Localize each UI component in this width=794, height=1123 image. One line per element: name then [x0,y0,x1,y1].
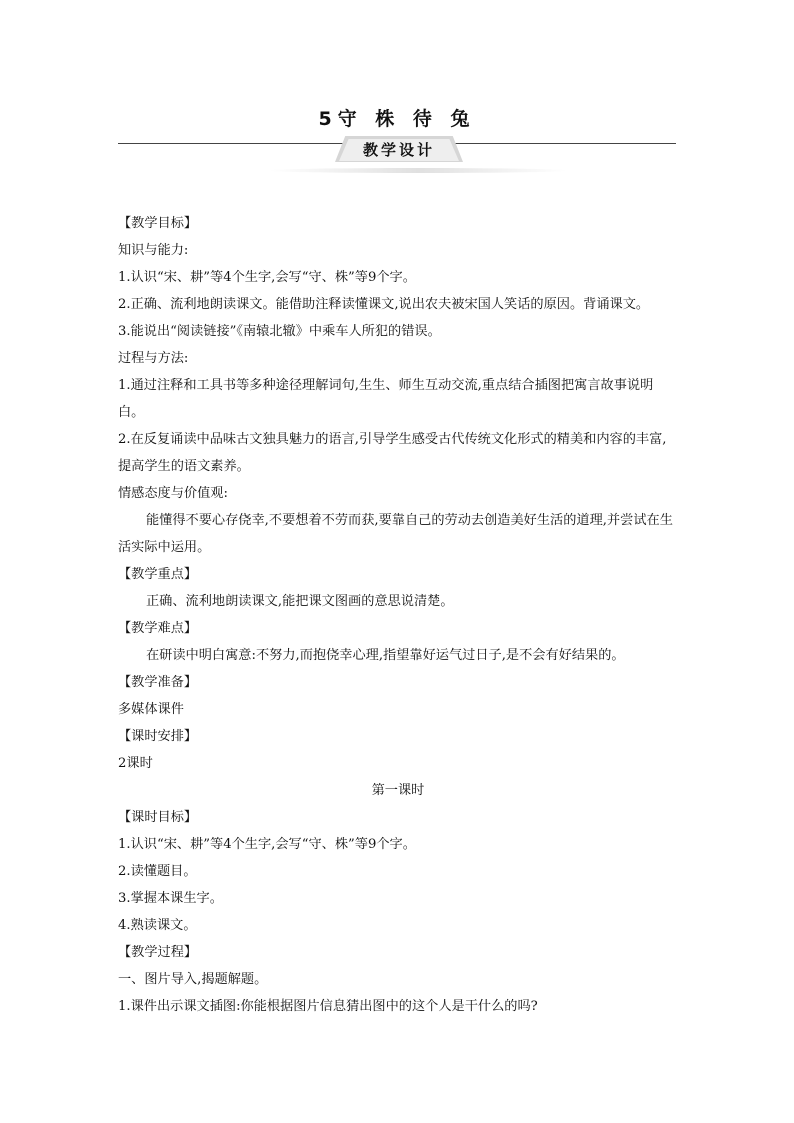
paragraph: 2.在反复诵读中品味古文独具魅力的语言,引导学生感受古代传统文化形式的精美和内容的丰富,提高学生的语文素养。 [118,432,667,474]
paragraph: 2课时 [118,756,153,771]
paragraph: 【课时目标】 [118,810,198,825]
paragraph: 能懂得不要心存侥幸,不要想着不劳而获,要靠自己的劳动去创造美好生活的道理,并尝试在生活实际中运用。 [118,513,673,555]
paragraph: 过程与方法: [118,351,189,366]
paragraph: 2.读懂题目。 [118,864,197,879]
document-body [118,210,678,1020]
paragraph: 第一课时 [371,783,425,798]
paragraph: 3.掌握本课生字。 [118,891,223,906]
paragraph: 多媒体课件 [118,702,184,717]
section-banner [118,134,676,178]
paragraph: 【教学准备】 [118,675,198,690]
paragraph: 2.正确、流利地朗读课文。能借助注释读懂课文,说出农夫被宋国人笑话的原因。背诵课文。 [118,297,650,312]
paragraph: 知识与能力: [118,243,189,258]
paragraph: 1.课件出示课文插图:你能根据图片信息猜出图中的这个人是干什么的吗? [118,999,538,1014]
paragraph: 4.熟读课文。 [118,918,197,933]
paragraph: 正确、流利地朗读课文,能把课文图画的意思说清楚。 [146,594,454,609]
paragraph: 【教学难点】 [118,621,198,636]
paragraph: 一、图片导入,揭题解题。 [118,972,268,987]
banner-shadow [268,168,568,173]
paragraph: 【课时安排】 [118,729,198,744]
paragraph: 情感态度与价值观: [118,486,228,501]
paragraph: 1.认识“宋、耕”等4个生字,会写“守、株”等9个字。 [118,837,416,852]
paragraph: 1.认识“宋、耕”等4个生字,会写“守、株”等9个字。 [118,270,416,285]
banner-label: 教学设计 [362,141,435,159]
paragraph: 【教学重点】 [118,567,198,582]
page-title: 5守 株 待 兔 [318,108,476,130]
paragraph: 3.能说出“阅读链接”《南辕北辙》中乘车人所犯的错误。 [118,324,441,339]
paragraph: 【教学过程】 [118,945,198,960]
paragraph: 在研读中明白寓意:不努力,而抱侥幸心理,指望靠好运气过日子,是不会有好结果的。 [146,648,625,663]
paragraph: 1.通过注释和工具书等多种途径理解词句,生生、师生互动交流,重点结合插图把寓言故事说明白。 [118,378,654,420]
paragraph: 【教学目标】 [118,216,198,231]
